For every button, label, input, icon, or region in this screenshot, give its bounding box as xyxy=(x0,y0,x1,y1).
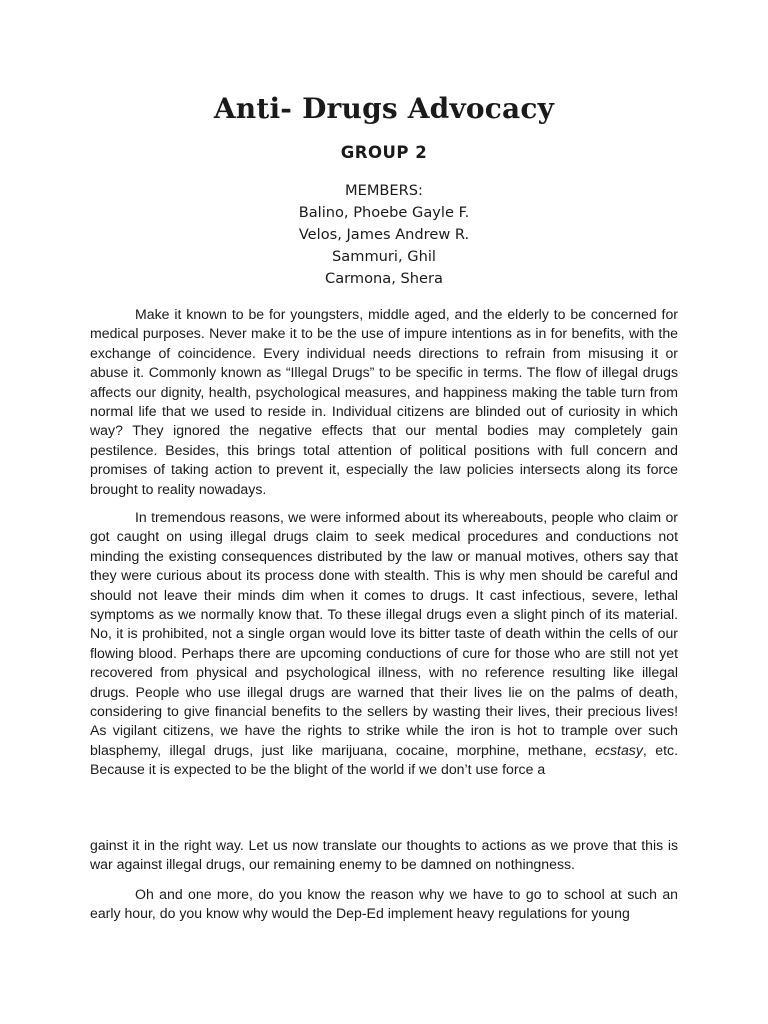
body-paragraph-1: Make it known to be for youngsters, middle aged, and the elderly to be concerned for medical purposes. Never make it to be the use of impure intentions as in for benefits, with the exchange of coincidence. Every individual needs directions to refrain from misusing it or abuse it. Commonly known as “Illegal Drugs” to be specific in terms. The flow of illegal drugs affects our dignity, health, psychological measures, and happiness making the table turn from normal life that we used to reside in. Individual citizens are blinded out of curiosity in which way? They ignored the negative effects that our mental bodies may completely gain pestilence. Besides, this brings total attention of political positions with full concern and promises of taking action to prevent it, especially the law policies intersects along its force brought to reality nowadays. xyxy=(90,306,678,497)
member-name: Balino, Phoebe Gayle F. xyxy=(298,204,470,221)
member-name: Carmona, Shera xyxy=(325,270,443,287)
body-paragraph-4: Oh and one more, do you know the reason why we have to go to school at such an early hour, do you know why would the Dep-Ed implement heavy regulations for young xyxy=(90,886,678,922)
paragraph-text: In tremendous reasons, we were informed about its whereabouts, people who claim or got caught on using illegal drugs claim to seek medical procedures and conductions not minding the existing consequences distributed by the law or manual motives, others say that they were curious about its process done with stealth. This is why men should be careful and should not leave their minds dim when it comes to drugs. It cast infectious, severe, lethal symptoms as we normally know that. To these illegal drugs even a slight pinch of its material. No, it is prohibited, not a single organ would love its bitter taste of death within the cells of our flowing blood. Perhaps there are upcoming conductions of cure for those who are still not yet recovered from physical and psychological illness, with no reference resulting like illegal drugs. People who use illegal drugs are warned that their lives lie on the palms of death, considering to give financial benefits to the sellers by wasting their lives, their precious lives! As vigilant citizens, we have the rights to strike while the iron is hot to trample over such blasphemy, illegal drugs, just like marijuana, cocaine, morphine, methane, xyxy=(90,509,678,758)
paragraph-text: , etc. Because it is expected to be the blight of the world if we don’t use force a xyxy=(90,741,678,778)
body-paragraph-2 xyxy=(90,508,678,780)
members-list xyxy=(0,180,768,290)
member-name: Velos, James Andrew R. xyxy=(298,226,470,243)
body-paragraph-3: gainst it in the right way. Let us now translate our thoughts to actions as we prove that this is war against illegal drugs, our remaining enemy to be damned on nothingness. xyxy=(90,837,678,873)
group-heading: GROUP 2 xyxy=(340,143,428,162)
member-name: Sammuri, Ghil xyxy=(332,248,436,265)
document-title: Anti- Drugs Advocacy xyxy=(213,92,555,125)
emphasized-term: ecstasy xyxy=(595,741,643,758)
members-label: MEMBERS: xyxy=(345,182,423,199)
